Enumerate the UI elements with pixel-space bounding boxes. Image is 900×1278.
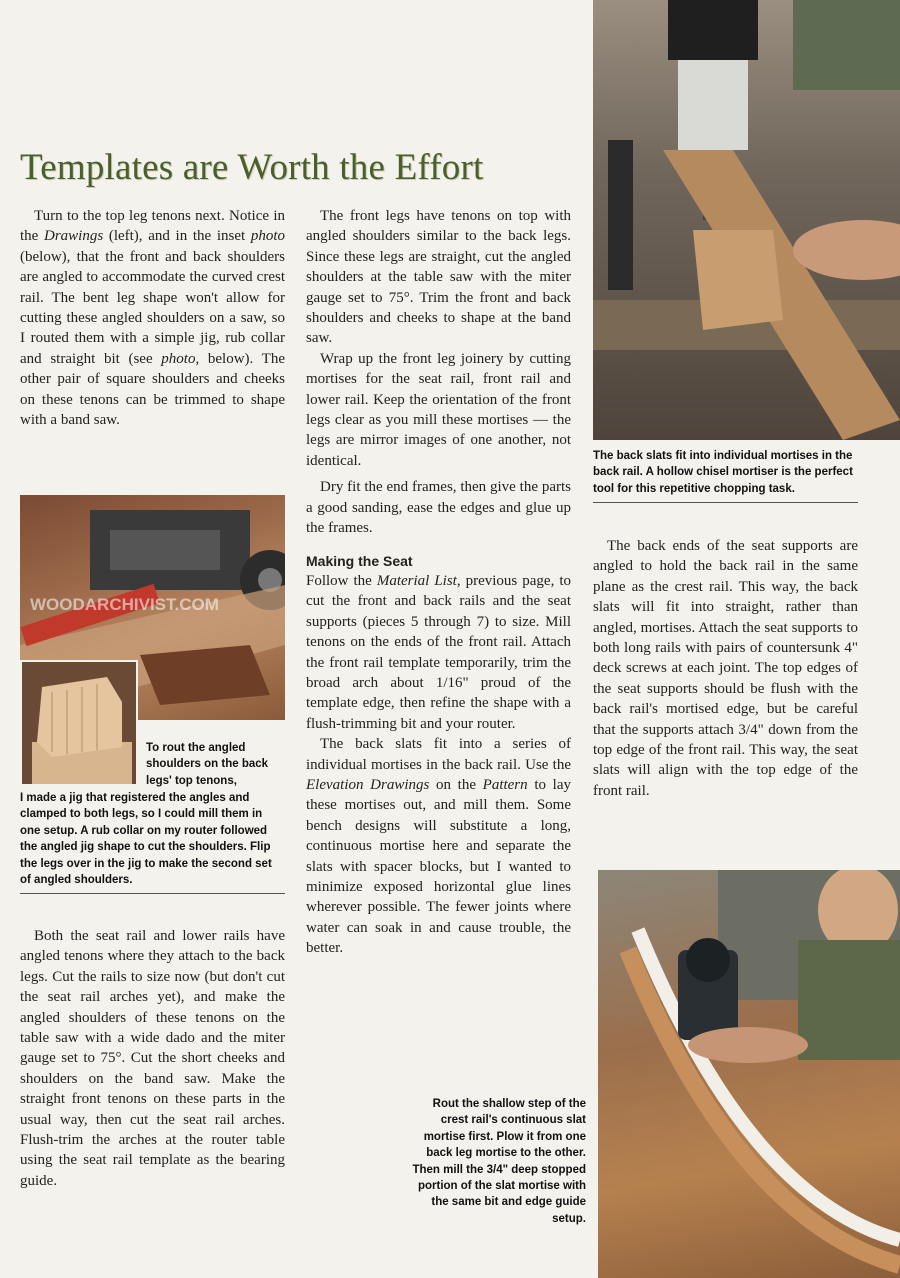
router-crest-rail-illustration — [598, 870, 900, 1278]
column-3 — [593, 536, 858, 801]
column-1-bottom — [20, 926, 285, 1191]
paragraph: Turn to the top leg tenons next. Notice in the Drawings (left), and in the inset photo (below), that the front and back shoulders are angled to accommodate the curved crest rail. The bent leg shape won't allow for cutting these angled shoulders on a saw, so I routed them with a simple jig, rub collar and straight bit (see photo, below). The other pair of square shoulders and cheeks on these tenons can be trimmed to shape with a band saw. — [20, 208, 285, 429]
paragraph: The back ends of the seat supports are angled to hold the back rail in the same plane as the crest rail. This way, the back slats will fit into straight, rather than angled, mortises. Attach the seat supports to both long rails with pairs of countersunk 4" deck screws at each joint. The top edges of the seat supports should be flush with the back rail's mortised edge, but be careful that the supports attach 3/4" down from the top edge of the front rail. This way, the seat slats will align with the top edge of the front rail. — [593, 538, 858, 799]
inset-caption-b: I made a jig that registered the angles and clamped to both legs, so I could mill them in one setup. A rub collar on my router followed the angled jig shape to cut the shoulders. Flip the legs over in the jig to make the second set of angled shoulders. — [20, 792, 272, 887]
paragraph: Dry fit the end frames, then give the parts a good sanding, ease the edges and glue up the frames. — [306, 479, 571, 537]
tenon-illustration — [22, 662, 136, 784]
caption-divider — [593, 502, 858, 503]
paragraph: The back slats fit into a series of individual mortises in the back rail. Use the Elevation Drawings on the Pattern to lay these mortises out, and mill them. Some bench designs will substitute a long, continuous mortise here and separate the slats with spacer blocks, but I wanted to minimize exposed horizontal glue lines wherever possible. The fewer joints where water can soak in and cause trouble, the better. — [306, 736, 571, 957]
paragraph: Follow the Material List, previous page, to cut the front and back rails and the seat supports (pieces 5 through 7) to size. Mill tenons on the ends of the front rail. Attach the front rail template temporarily, trim the broad arch about 1/16" proud of the template edge, then refine the shape with a flush-trimming bit and your router. — [306, 572, 571, 732]
bottom-photo-caption: Rout the shallow step of the crest rail's continuous slat mortise first. Plow it from one back leg mortise to the other. Then mill the 3/4" deep stopped portion of the slat mortise with the same bit and edge guide setup. — [412, 1098, 586, 1225]
caption-divider — [20, 893, 285, 894]
tenon-inset-photo — [20, 660, 138, 786]
paragraph: Wrap up the front leg joinery by cutting mortises for the seat rail, front rail and lower rail. Keep the orientation of the front legs clear as you mill these mortises — the legs are mirror images of one another, not identical. — [306, 350, 571, 469]
paragraph: Both the seat rail and lower rails have angled tenons where they attach to the back legs. Cut the rails to size now (but don't cut the seat rail arches yet), and make the angled shoulders of these tenons on the table saw with a wide dado and the miter gauge set to 75°. Cut the short cheeks and shoulders on the band saw. Make the straight front tenons on these parts in the usual way, then cut the seat rail arches. Flush-trim the arches at the router table using the seat rail template as the bearing guide. — [20, 928, 285, 1189]
section-heading: Making the Seat — [306, 552, 413, 569]
inset-caption-a: To rout the angled shoulders on the back legs' top tenons, — [146, 742, 269, 787]
page-title: Templates are Worth the Effort — [20, 147, 484, 188]
column-1-top — [20, 206, 285, 430]
watermark-text: WOODARCHIVIST.COM — [30, 595, 219, 614]
mortiser-photo-caption: The back slats fit into individual mortises in the back rail. A hollow chisel mortiser is the perfect tool for this repetitive chopping task. — [593, 450, 853, 495]
paragraph: The front legs have tenons on top with angled shoulders similar to the back legs. Since these legs are straight, cut the angled shoulders at the table saw with the miter gauge set to 75°. Trim the front and back shoulders and cheeks to shape at the band saw. — [306, 208, 571, 347]
column-2 — [306, 206, 571, 959]
router-crest-rail-photo — [598, 870, 900, 1278]
mortiser-illustration — [593, 0, 900, 440]
mortiser-photo — [593, 0, 900, 440]
